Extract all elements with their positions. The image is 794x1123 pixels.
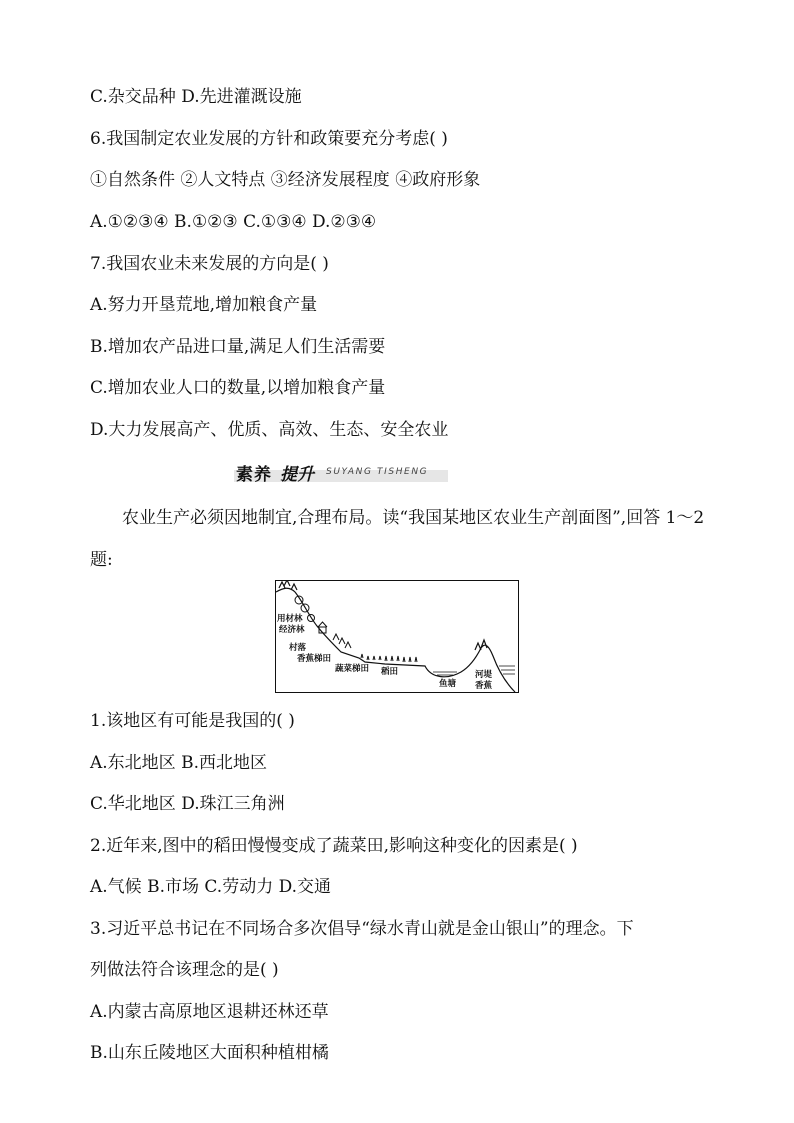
question-7-option-c: C.增加农业人口的数量,以增加粮食产量	[90, 378, 386, 398]
label-banana: 香蕉	[475, 681, 493, 691]
question-6-options: A.①②③④ B.①②③ C.①③④ D.②③④	[90, 212, 377, 232]
question-2-options: A.气候 B.市场 C.劳动力 D.交通	[90, 877, 332, 897]
label-village: 村落	[289, 643, 307, 653]
question-7: 7.我国农业未来发展的方向是( )	[90, 254, 329, 274]
question-3-line-2: 列做法符合该理念的是( )	[90, 960, 279, 980]
section-banner	[234, 460, 448, 485]
question-1-options-ab: A.东北地区 B.西北地区	[90, 753, 267, 773]
question-3-option-a: A.内蒙古高原地区退耕还林还草	[90, 1002, 329, 1022]
question-1: 1.该地区有可能是我国的( )	[90, 711, 295, 731]
line-c-option: C.杂交品种 D.先进灌溉设施	[90, 87, 302, 107]
banner-title-b: 提升	[280, 465, 314, 485]
label-banana-terrace: 香蕉梯田	[297, 654, 332, 664]
label-fishpond: 鱼塘	[439, 679, 457, 689]
label-rice-field: 稻田	[381, 667, 399, 677]
label-levee: 河堤	[475, 670, 493, 680]
question-7-option-d: D.大力发展高产、优质、高效、生态、安全农业	[90, 420, 449, 440]
question-6: 6.我国制定农业发展的方针和政策要充分考虑( )	[90, 129, 448, 149]
profile-diagram	[275, 580, 519, 693]
question-6-items: ①自然条件 ②人文特点 ③经济发展程度 ④政府形象	[90, 170, 481, 190]
intro-paragraph: 农业生产必须因地制宜,合理布局。读“我国某地区农业生产剖面图”,回答 1～2 题:	[90, 508, 705, 570]
label-vegetable-terrace: 蔬菜梯田	[335, 664, 370, 674]
question-7-option-b: B.增加农产品进口量,满足人们生活需要	[90, 337, 386, 357]
question-7-option-a: A.努力开垦荒地,增加粮食产量	[90, 295, 318, 315]
question-1-options-cd: C.华北地区 D.珠江三角洲	[90, 794, 285, 814]
label-timber-forest: 用材林	[277, 614, 303, 624]
label-economic-forest: 经济林	[279, 625, 305, 635]
question-3-line-1: 3.习近平总书记在不同场合多次倡导“绿水青山就是金山银山”的理念。下	[90, 919, 634, 939]
banner-title-en: SUYANG TISHENG	[326, 467, 429, 477]
question-3-option-b: B.山东丘陵地区大面积种植柑橘	[90, 1043, 329, 1063]
banner-title-a: 素养	[236, 465, 272, 485]
profile-figure	[275, 580, 519, 693]
question-2: 2.近年来,图中的稻田慢慢变成了蔬菜田,影响这种变化的因素是( )	[90, 836, 578, 856]
